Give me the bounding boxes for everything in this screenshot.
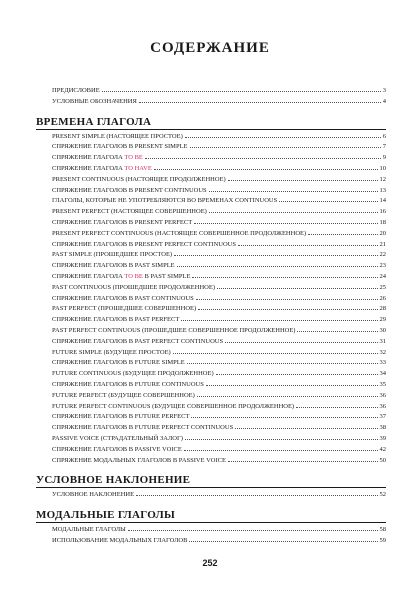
highlighted-term: TO BE bbox=[124, 154, 143, 162]
entry-text: PRESENT CONTINUOUS (НАСТОЯЩЕЕ ПРОДОЛЖЕННОЕ) bbox=[52, 175, 226, 183]
toc-entry[interactable] bbox=[36, 346, 386, 357]
toc-entry[interactable] bbox=[36, 454, 386, 465]
dot-leader bbox=[145, 151, 381, 159]
toc-page-number: 32 bbox=[379, 348, 386, 356]
toc-entry-label bbox=[52, 97, 137, 108]
dot-leader bbox=[191, 410, 377, 418]
toc-page-number: 23 bbox=[379, 262, 386, 270]
dot-leader bbox=[228, 173, 378, 181]
entry-text: PRESENT PERFECT CONTINUOUS (НАСТОЯЩЕЕ СОВЕРШЕННОЕ ПРОДОЛЖЕННОЕ) bbox=[52, 229, 307, 237]
toc-entry-label bbox=[52, 434, 183, 445]
entry-text: PAST CONTINUOUS (ПРОШЕДШЕЕ ПРОДОЛЖЕННОЕ) bbox=[52, 283, 215, 291]
section-entries bbox=[36, 487, 386, 499]
dot-leader bbox=[173, 346, 378, 354]
toc-page-number: 28 bbox=[379, 305, 386, 313]
entry-text: FUTURE PERFECT CONTINUOUS (БУДУЩЕЕ СОВЕРШЕННОЕ ПРОДОЛЖЕННОЕ) bbox=[52, 402, 295, 410]
toc-entry[interactable] bbox=[36, 410, 386, 421]
dot-leader bbox=[197, 389, 378, 397]
entry-text: УСЛОВНЫЕ ОБОЗНАЧЕНИЯ bbox=[52, 97, 137, 105]
toc-page-number: 25 bbox=[379, 283, 386, 291]
toc-entry[interactable] bbox=[36, 378, 386, 389]
toc-entry-label bbox=[52, 207, 207, 218]
toc-entry[interactable] bbox=[36, 356, 386, 367]
toc-entry-label bbox=[52, 175, 226, 186]
toc-entry-label bbox=[52, 380, 204, 391]
toc-page-number: 3 bbox=[382, 87, 386, 94]
dot-leader bbox=[198, 302, 377, 310]
dot-leader bbox=[206, 378, 378, 386]
toc-section bbox=[36, 116, 386, 465]
dot-leader bbox=[297, 324, 377, 332]
toc-entry[interactable] bbox=[36, 389, 386, 400]
toc-page-number: 24 bbox=[379, 272, 386, 280]
dot-leader bbox=[225, 335, 377, 343]
toc-entry[interactable] bbox=[36, 248, 386, 259]
toc-entry-label bbox=[52, 153, 143, 164]
toc-entry[interactable] bbox=[36, 421, 386, 432]
toc-entry[interactable] bbox=[36, 313, 386, 324]
entry-text: FUTURE PERFECT (БУДУЩЕЕ СОВЕРШЕННОЕ) bbox=[52, 391, 195, 399]
toc-entry-label bbox=[52, 456, 226, 467]
entry-text: СПРЯЖЕНИЕ ГЛАГОЛОВ В PAST CONTINUOUS bbox=[52, 294, 194, 302]
toc-entry[interactable] bbox=[36, 238, 386, 249]
toc-entry-label bbox=[52, 218, 192, 229]
entry-text: МОДАЛЬНЫЕ ГЛАГОЛЫ bbox=[52, 526, 126, 534]
toc-page-number: 9 bbox=[382, 154, 386, 162]
toc-page-number: 36 bbox=[379, 391, 386, 399]
dot-leader bbox=[216, 367, 378, 375]
dot-leader bbox=[235, 421, 377, 429]
dot-leader bbox=[209, 184, 378, 192]
toc-page-number: 59 bbox=[379, 536, 386, 544]
section-entries bbox=[36, 129, 386, 465]
section-entries bbox=[36, 84, 386, 106]
entry-text: СПРЯЖЕНИЕ ГЛАГОЛОВ В PAST PERFECT CONTINUOUS bbox=[52, 337, 224, 345]
toc-entry[interactable] bbox=[36, 194, 386, 205]
toc-page-number: 39 bbox=[379, 434, 386, 442]
highlighted-term: TO BE bbox=[124, 272, 143, 280]
toc-page-number: 36 bbox=[379, 402, 386, 410]
entry-text: ПРЕДИСЛОВИЕ bbox=[52, 87, 100, 94]
entry-text: СПРЯЖЕНИЕ ГЛАГОЛА bbox=[52, 164, 125, 172]
entry-text: В PAST SIMPLE bbox=[142, 272, 191, 280]
toc-entry[interactable] bbox=[36, 227, 386, 238]
toc-entry-label bbox=[52, 250, 172, 261]
toc-page-number: 50 bbox=[379, 456, 386, 464]
highlighted-term: TO HAVE bbox=[124, 164, 152, 172]
entry-text: СПРЯЖЕНИЕ ГЛАГОЛОВ В FUTURE PERFECT bbox=[52, 413, 190, 421]
toc-entry-label bbox=[52, 315, 179, 326]
dot-leader bbox=[184, 443, 378, 451]
dot-leader bbox=[192, 270, 377, 278]
toc-entry[interactable] bbox=[36, 184, 386, 195]
toc-entry[interactable] bbox=[36, 367, 386, 378]
toc-section bbox=[36, 474, 386, 499]
toc-entry-label bbox=[52, 304, 196, 315]
section-heading: ВРЕМЕНА ГЛАГОЛА bbox=[36, 115, 152, 128]
toc-page-number: 31 bbox=[379, 337, 386, 345]
toc-entry[interactable] bbox=[36, 259, 386, 270]
toc-page-number: 4 bbox=[382, 97, 386, 105]
dot-leader bbox=[238, 238, 378, 246]
dot-leader bbox=[177, 259, 378, 267]
dot-leader bbox=[209, 205, 378, 213]
entry-text: FUTURE SIMPLE (БУДУЩЕЕ ПРОСТОЕ) bbox=[52, 348, 171, 356]
toc-entry[interactable] bbox=[36, 130, 386, 141]
dot-leader bbox=[279, 194, 377, 202]
toc-page-number: 34 bbox=[379, 370, 386, 378]
entry-text: УСЛОВНОЕ НАКЛОНЕНИЕ bbox=[52, 491, 135, 499]
toc-entry[interactable] bbox=[36, 523, 386, 534]
toc-entry[interactable] bbox=[36, 292, 386, 303]
toc-entry-label bbox=[52, 186, 207, 197]
dot-leader bbox=[296, 400, 377, 408]
page-title: СОДЕРЖАНИЕ bbox=[150, 40, 270, 56]
dot-leader bbox=[190, 140, 381, 148]
entry-text: СПРЯЖЕНИЕ ГЛАГОЛОВ В PASSIVE VOICE bbox=[52, 445, 182, 453]
dot-leader bbox=[185, 432, 378, 440]
page-number: 252 bbox=[202, 558, 218, 568]
toc-entry[interactable] bbox=[36, 302, 386, 313]
toc-page-number: 29 bbox=[379, 316, 386, 324]
toc-entry[interactable] bbox=[36, 151, 386, 162]
toc-page-number: 7 bbox=[382, 143, 386, 151]
table-of-contents bbox=[36, 84, 386, 545]
entry-text: PAST PERFECT (ПРОШЕДШЕЕ СОВЕРШЕННОЕ) bbox=[52, 305, 197, 313]
toc-entry-label bbox=[52, 86, 100, 97]
entry-text: СПРЯЖЕНИЕ ГЛАГОЛОВ В PRESENT CONTINUOUS bbox=[52, 186, 207, 194]
entry-text: СПРЯЖЕНИЕ ГЛАГОЛОВ В FUTURE SIMPLE bbox=[52, 359, 185, 367]
entry-text: СПРЯЖЕНИЕ ГЛАГОЛОВ В PRESENT PERFECT CONTINUOUS bbox=[52, 240, 236, 248]
toc-section bbox=[36, 84, 386, 106]
section-entries bbox=[36, 522, 386, 545]
toc-page-number: 22 bbox=[379, 251, 386, 259]
toc-entry-label bbox=[52, 490, 134, 501]
toc-entry-label bbox=[52, 132, 183, 143]
toc-entry[interactable] bbox=[36, 173, 386, 184]
toc-page-number: 13 bbox=[379, 186, 386, 194]
toc-entry[interactable] bbox=[36, 534, 386, 545]
toc-page-number: 12 bbox=[379, 175, 386, 183]
entry-text: СПРЯЖЕНИЕ ГЛАГОЛОВ В FUTURE CONTINUOUS bbox=[52, 380, 204, 388]
toc-entry[interactable] bbox=[36, 324, 386, 335]
toc-page-number: 18 bbox=[379, 218, 386, 226]
entry-text: PASSIVE VOICE (СТРАДАТЕЛЬНЫЙ ЗАЛОГ) bbox=[52, 434, 183, 442]
entry-text: СПРЯЖЕНИЕ ГЛАГОЛОВ В PRESENT PERFECT bbox=[52, 218, 193, 226]
entry-text: ИСПОЛЬЗОВАНИЕ МОДАЛЬНЫХ ГЛАГОЛОВ bbox=[52, 536, 188, 544]
toc-page-number: 10 bbox=[379, 164, 386, 172]
toc-entry-label bbox=[52, 445, 182, 456]
toc-entry[interactable] bbox=[36, 400, 386, 411]
toc-entry[interactable] bbox=[36, 488, 386, 499]
entry-text: СПРЯЖЕНИЕ ГЛАГОЛА bbox=[52, 154, 125, 162]
toc-page-number: 37 bbox=[379, 413, 386, 421]
toc-page-number: 21 bbox=[379, 240, 386, 248]
dot-leader bbox=[308, 227, 377, 235]
toc-page-number: 33 bbox=[379, 359, 386, 367]
toc-entry[interactable] bbox=[36, 335, 386, 346]
toc-entry-label bbox=[52, 525, 126, 536]
toc-entry-label bbox=[52, 283, 215, 294]
entry-text: СПРЯЖЕНИЕ ГЛАГОЛОВ В FUTURE PERFECT CONTINUOUS bbox=[52, 424, 234, 432]
toc-entry[interactable] bbox=[36, 216, 386, 227]
toc-entry-label bbox=[52, 348, 171, 359]
toc-page-number: 20 bbox=[379, 229, 386, 237]
entry-text: PAST SIMPLE (ПРОШЕДШЕЕ ПРОСТОЕ) bbox=[52, 251, 173, 259]
dot-leader bbox=[154, 162, 378, 170]
dot-leader bbox=[217, 281, 378, 289]
entry-text: PRESENT PERFECT (НАСТОЯЩЕЕ СОВЕРШЕННОЕ) bbox=[52, 208, 207, 216]
dot-leader bbox=[194, 216, 377, 224]
toc-entry[interactable] bbox=[36, 84, 386, 95]
entry-text: PAST PERFECT CONTINUOUS (ПРОШЕДШЕЕ СОВЕРШЕННОЕ ПРОДОЛЖЕННОЕ) bbox=[52, 326, 296, 334]
toc-page-number: 42 bbox=[379, 445, 386, 453]
toc-entry-label bbox=[52, 272, 190, 283]
dot-leader bbox=[187, 356, 378, 364]
dot-leader bbox=[139, 95, 381, 103]
dot-leader bbox=[136, 488, 377, 496]
toc-entry[interactable] bbox=[36, 281, 386, 292]
dot-leader bbox=[185, 130, 381, 138]
toc-entry[interactable] bbox=[36, 443, 386, 454]
toc-entry[interactable] bbox=[36, 432, 386, 443]
toc-entry[interactable] bbox=[36, 162, 386, 173]
toc-page-number: 6 bbox=[382, 132, 386, 140]
dot-leader bbox=[181, 313, 377, 321]
entry-text: СПРЯЖЕНИЕ МОДАЛЬНЫХ ГЛАГОЛОВ В PASSIVE VOICE bbox=[52, 456, 226, 464]
toc-entry[interactable] bbox=[36, 95, 386, 106]
toc-entry-label bbox=[52, 294, 194, 305]
entry-text: ГЛАГОЛЫ, КОТОРЫЕ НЕ УПОТРЕБЛЯЮТСЯ ВО ВРЕМЕНАХ CONTINUOUS bbox=[52, 197, 278, 205]
toc-entry[interactable] bbox=[36, 270, 386, 281]
toc-entry-label bbox=[52, 261, 175, 272]
section-heading: УСЛОВНОЕ НАКЛОНЕНИЕ bbox=[36, 474, 191, 487]
entry-text: СПРЯЖЕНИЕ ГЛАГОЛОВ В PAST SIMPLE bbox=[52, 262, 175, 270]
toc-entry-label bbox=[52, 358, 185, 369]
toc-page-number: 58 bbox=[379, 526, 386, 534]
entry-text: PRESENT SIMPLE (НАСТОЯЩЕЕ ПРОСТОЕ) bbox=[52, 132, 183, 140]
dot-leader bbox=[102, 84, 381, 92]
dot-leader bbox=[174, 248, 377, 256]
toc-entry[interactable] bbox=[36, 205, 386, 216]
dot-leader bbox=[228, 454, 378, 462]
dot-leader bbox=[189, 534, 377, 542]
entry-text: СПРЯЖЕНИЕ ГЛАГОЛОВ В PRESENT SIMPLE bbox=[52, 143, 188, 151]
toc-page-number: 14 bbox=[379, 197, 386, 205]
dot-leader bbox=[128, 523, 378, 531]
toc-entry-label bbox=[52, 412, 189, 423]
section-heading: МОДАЛЬНЫЕ ГЛАГОЛЫ bbox=[36, 509, 176, 522]
toc-entry[interactable] bbox=[36, 140, 386, 151]
entry-text: СПРЯЖЕНИЕ ГЛАГОЛОВ В PAST PERFECT bbox=[52, 316, 180, 324]
toc-entry-label bbox=[52, 164, 152, 175]
dot-leader bbox=[196, 292, 378, 300]
toc-page-number: 52 bbox=[379, 491, 386, 499]
toc-entry-label bbox=[52, 391, 195, 402]
toc-page-number: 35 bbox=[379, 380, 386, 388]
entry-text: СПРЯЖЕНИЕ ГЛАГОЛА bbox=[52, 272, 125, 280]
entry-text: FUTURE CONTINUOUS (БУДУЩЕЕ ПРОДОЛЖЕННОЕ) bbox=[52, 370, 214, 378]
toc-entry-label bbox=[52, 536, 187, 547]
toc-section bbox=[36, 509, 386, 545]
toc-page-number: 26 bbox=[379, 294, 386, 302]
toc-page-number: 30 bbox=[379, 326, 386, 334]
toc-page-number: 16 bbox=[379, 208, 386, 216]
toc-entry-label bbox=[52, 369, 214, 380]
toc-page-number: 38 bbox=[379, 424, 386, 432]
